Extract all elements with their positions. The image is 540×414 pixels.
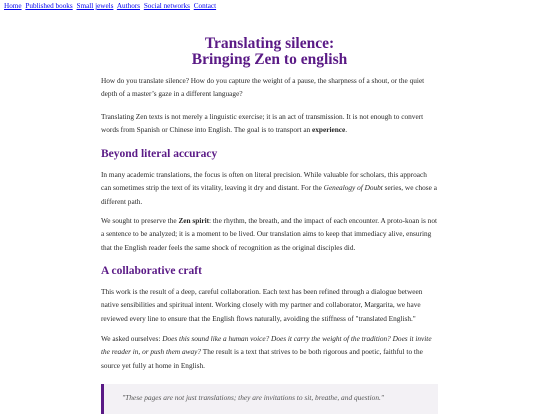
nav-link-home[interactable]: Home	[4, 2, 22, 10]
section1-paragraph-2	[101, 214, 438, 254]
pull-quote-text: "These pages are not just translations; they are invitations to sit, breathe, and question."	[122, 393, 384, 402]
section-heading-beyond-literal-accuracy: Beyond literal accuracy	[101, 148, 218, 160]
nav-link-social-networks[interactable]: Social networks	[143, 2, 190, 10]
section1-p2-text-end: : the rhythm, the breath, and the impact of each encounter. A proto-koan is not a sentence to be analyzed; it is a moment to be lived. Our translation aims to keep that immediacy alive, ensuring that the English reader feels the same shock of recognition as the original disciples did.	[101, 216, 438, 252]
section1-p1-text-end: series, we chose a different path.	[101, 183, 437, 206]
intro-p2-text-start: Translating Zen texts is not merely a linguistic exercise; it is an act of transmission. It is not enough to convert words from Spanish or Chinese into English. The goal is to transport an	[101, 112, 424, 135]
nav-link-contact[interactable]: Contact	[193, 2, 217, 10]
page-title-line-1: Translating silence:	[204, 35, 335, 52]
intro-p2-bold-experience: experience	[312, 125, 346, 135]
nav-link-published-books[interactable]: Published books	[25, 2, 73, 10]
section-heading-a-collaborative-craft: A collaborative craft	[101, 265, 202, 277]
intro-paragraph-2	[101, 110, 438, 137]
section2-paragraph-2	[101, 332, 438, 372]
section2-paragraph-2-text	[101, 332, 438, 372]
section2-paragraph-1	[101, 285, 438, 325]
page-title-line-2: Bringing Zen to english	[191, 51, 348, 68]
section2-paragraph-1-text: This work is the result of a deep, careful collaboration. Each text has been refined through a dialogue between native sensibilities and spiritual intent. Working closely with my partner and collaborator, Margarita, we have reviewed every line to ensure that the English flows naturally, avoiding the stiffness of "translated English."	[101, 287, 423, 323]
section1-paragraph-1-text	[101, 168, 438, 208]
section1-paragraph-1	[101, 168, 438, 208]
nav-link-small-jewels[interactable]: Small jewels	[76, 2, 114, 10]
pull-quote	[101, 384, 438, 414]
section1-p2-text-start: We sought to preserve the	[101, 216, 179, 225]
intro-paragraph-1-text: How do you translate silence? How do you capture the weight of a pause, the sharpness of a shout, or the quiet depth of a master’s gaze in a different language?	[101, 76, 425, 99]
section2-p2-text-start: We asked ourselves:	[101, 334, 163, 343]
intro-paragraph-2-text	[101, 110, 438, 137]
page-title	[101, 36, 438, 68]
section2-p2-text-end: The result is a text that strives to be both rigorous and poetic, faithful to the source yet fully at home in English.	[101, 347, 423, 370]
intro-paragraph-1	[101, 74, 438, 101]
section1-paragraph-2-text	[101, 214, 438, 254]
intro-p2-text-end: .	[345, 125, 348, 135]
nav-link-authors[interactable]: Authors	[116, 2, 141, 10]
section1-p2-bold-zen-spirit: Zen spirit	[178, 216, 210, 225]
top-navigation	[4, 2, 218, 11]
section2-p2-italic-questions: Does this sound like a human voice? Does it carry the weight of the tradition? Does it invite the reader in, or push them away?	[101, 334, 432, 357]
section1-p1-italic-book-title: Genealogy of Doubt	[323, 183, 383, 193]
section1-p1-text-start: In many academic translations, the focus is often on literal precision. While valuable for scholars, this approach can sometimes strip the text of its vitality, leaving it dry and distant. For the	[101, 170, 427, 193]
